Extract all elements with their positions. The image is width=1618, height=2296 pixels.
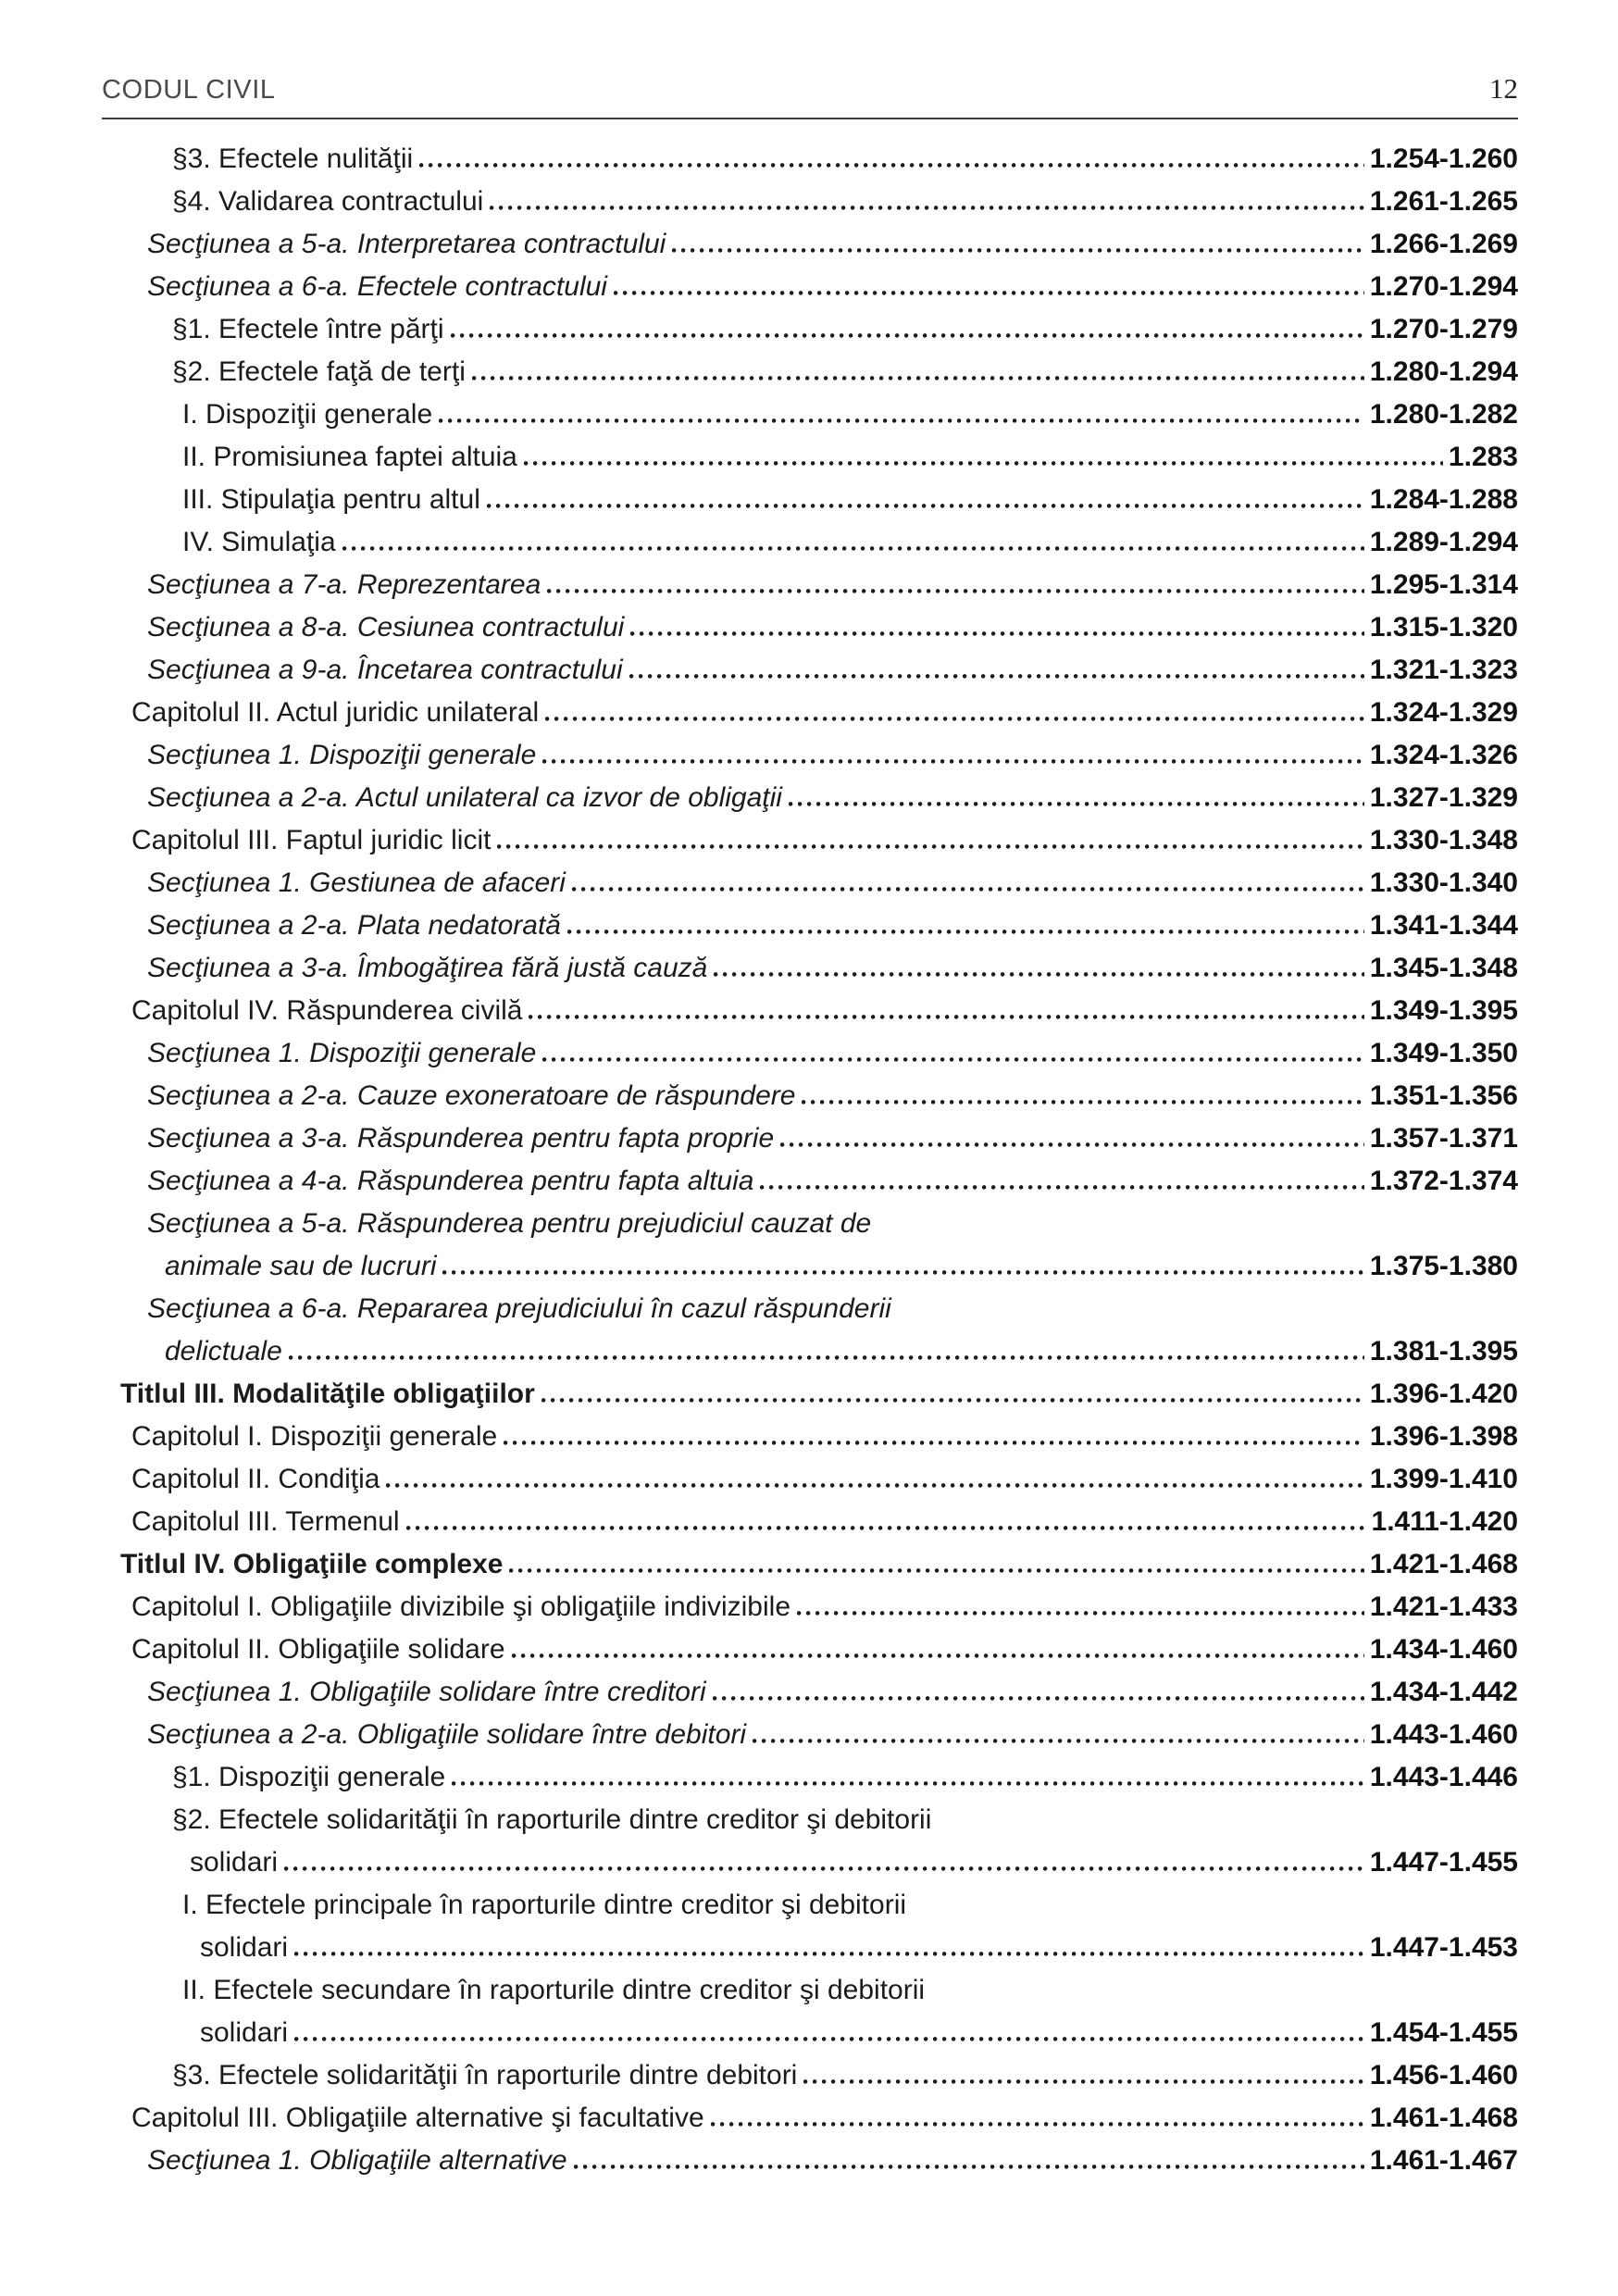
toc-entry-label: Titlul III. Modalităţile obligaţiilor (120, 1379, 535, 1409)
toc-entry (102, 1416, 1518, 1458)
toc-entry-line (147, 1714, 1518, 1756)
toc-entry-pages: 1.327-1.329 (1369, 782, 1518, 813)
dotted-leader (419, 163, 1364, 168)
toc-entry-line (131, 1416, 1518, 1458)
dotted-leader (567, 930, 1364, 934)
toc-entry-label: Secţiunea a 3-a. Răspunderea pentru fapta proprie (147, 1123, 775, 1154)
toc-entry-line (147, 777, 1518, 819)
toc-entry-pages: 1.357-1.371 (1369, 1123, 1518, 1154)
toc-entry-pages: 1.399-1.410 (1369, 1464, 1518, 1494)
toc-entry-label: Capitolul II. Actul juridic unilateral (131, 697, 540, 728)
dotted-leader (614, 291, 1364, 295)
toc-entry-pages: 1.411-1.420 (1371, 1506, 1518, 1537)
toc-entry-label: animale sau de lucruri (165, 1251, 437, 1281)
toc-entry (102, 1203, 1518, 1288)
toc-entry-label: III. Stipulaţia pentru altul (182, 484, 480, 515)
toc-entry-pages: 1.280-1.294 (1369, 356, 1518, 387)
toc-entry (102, 1160, 1518, 1203)
toc-entry (102, 947, 1518, 990)
dotted-leader (547, 589, 1364, 593)
toc-entry (102, 862, 1518, 905)
dotted-leader (497, 844, 1363, 849)
dotted-leader (672, 248, 1364, 253)
toc-entry (102, 436, 1518, 479)
page-number: 12 (1489, 72, 1518, 105)
toc-entry-label: Secţiunea a 6-a. Efectele contractului (147, 271, 607, 302)
toc-entry (102, 777, 1518, 819)
toc-entry-line (147, 1075, 1518, 1117)
toc-entry-label: Capitolul II. Obligaţiile solidare (131, 1634, 505, 1665)
toc-entry-label: Secţiunea 1. Dispoziţii generale (147, 740, 537, 770)
dotted-leader (504, 1441, 1364, 1445)
toc-entry-line (120, 1373, 1518, 1416)
toc-entry (102, 2054, 1518, 2097)
dotted-leader (509, 1568, 1363, 1573)
toc-entry-label: §3. Efectele solidarităţii în raporturile dintre debitori (172, 2060, 798, 2090)
toc-entry-pages: 1.341-1.344 (1369, 910, 1518, 941)
dotted-leader (541, 1398, 1364, 1403)
dotted-leader (490, 206, 1364, 210)
toc-entry-label: §1. Dispoziţii generale (172, 1762, 446, 1792)
toc-entry-line (131, 692, 1518, 734)
dotted-leader (542, 759, 1364, 764)
toc-entry-line (182, 2012, 1518, 2054)
toc-entry-line (182, 1927, 1518, 1969)
dotted-leader (545, 717, 1364, 721)
dotted-leader (294, 1952, 1364, 1956)
toc-entry (102, 1671, 1518, 1714)
toc-entry-pages: 1.351-1.356 (1369, 1080, 1518, 1111)
toc-entry-pages: 1.315-1.320 (1369, 612, 1518, 643)
toc-entry-line (182, 436, 1518, 479)
toc-entry (102, 1714, 1518, 1756)
toc-entry-label: §4. Validarea contractului (172, 186, 484, 217)
toc-entry-label: Secţiunea 1. Dispoziţii generale (147, 1038, 537, 1068)
dotted-leader (406, 1526, 1366, 1530)
toc-entry-label: solidari (200, 2017, 289, 2048)
toc-entry-pages: 1.349-1.395 (1369, 995, 1518, 1026)
toc-entry-label: delictuale (165, 1336, 282, 1366)
dotted-leader (342, 546, 1364, 551)
toc-entry-pages: 1.280-1.282 (1369, 399, 1518, 430)
dotted-leader (442, 1270, 1363, 1275)
dotted-leader (630, 631, 1364, 636)
toc-entry-label: Secţiunea 1. Obligaţiile alternative (147, 2145, 567, 2176)
dotted-leader (629, 674, 1364, 679)
toc-entry-pages: 1.461-1.468 (1369, 2103, 1518, 2133)
toc-entry-pages: 1.349-1.350 (1369, 1038, 1518, 1068)
toc-entry (102, 266, 1518, 308)
toc-entry-first-line: I. Efectele principale în raporturile dintre creditor şi debitorii (182, 1890, 907, 1920)
toc-entry-line (182, 521, 1518, 564)
toc-entry-line (172, 308, 1518, 351)
toc-entry-pages: 1.295-1.314 (1369, 569, 1518, 600)
toc-entry-label: §1. Efectele între părţi (172, 314, 444, 344)
toc-entry-line (131, 990, 1518, 1032)
toc-entry (102, 649, 1518, 692)
toc-entry-pages: 1.266-1.269 (1369, 229, 1518, 259)
toc-entry (102, 308, 1518, 351)
dotted-leader (803, 2079, 1364, 2084)
toc-entry (102, 990, 1518, 1032)
dotted-leader (439, 418, 1364, 423)
toc-entry-pages: 1.447-1.453 (1369, 1932, 1518, 1963)
dotted-leader (714, 972, 1363, 977)
toc-entry (102, 1969, 1518, 2054)
toc-entry-pages: 1.454-1.455 (1369, 2017, 1518, 2048)
toc-entry-label: I. Dispoziţii generale (182, 399, 433, 430)
toc-entry (102, 606, 1518, 649)
toc-entry-label: IV. Simulaţia (182, 527, 336, 557)
toc-entry-pages: 1.372-1.374 (1369, 1166, 1518, 1196)
toc-entry (102, 1628, 1518, 1671)
toc-entry (102, 564, 1518, 606)
toc-entry-line (147, 266, 1518, 308)
dotted-leader (524, 461, 1443, 466)
toc-entry-pages: 1.443-1.460 (1369, 1719, 1518, 1750)
toc-entry-label: Secţiunea a 5-a. Interpretarea contractului (147, 229, 666, 259)
toc-entry-line (131, 1458, 1518, 1501)
toc-entry (102, 734, 1518, 777)
toc-entry-pages: 1.261-1.265 (1369, 186, 1518, 217)
toc-entry (102, 138, 1518, 181)
toc-entry-line (172, 2054, 1518, 2097)
toc-entry-pages: 1.396-1.398 (1369, 1421, 1518, 1452)
toc-entry (102, 1501, 1518, 1543)
toc-entry-line (131, 819, 1518, 862)
toc-entry (102, 1586, 1518, 1628)
toc-entry-pages: 1.434-1.460 (1369, 1634, 1518, 1665)
dotted-leader (574, 2165, 1364, 2169)
page-header (102, 72, 1518, 119)
toc-entry-line (147, 1245, 1518, 1288)
dotted-leader (572, 887, 1364, 892)
toc-entry-line (131, 1501, 1518, 1543)
toc-entry (102, 393, 1518, 436)
dotted-leader (487, 504, 1364, 508)
toc-entry-label: solidari (200, 1932, 289, 1963)
toc-entry-line (147, 734, 1518, 777)
toc-entry-label: Secţiunea a 2-a. Actul unilateral ca izvor de obligaţii (147, 782, 782, 813)
toc-entry-line (147, 649, 1518, 692)
dotted-leader (289, 1355, 1364, 1360)
toc-entry-line (147, 905, 1518, 947)
toc-entry-label: Capitolul II. Condiţia (131, 1464, 380, 1494)
toc-entry-pages: 1.270-1.294 (1369, 271, 1518, 302)
dotted-leader (711, 2122, 1364, 2127)
toc-entry-first-line: §2. Efectele solidarităţii în raporturile dintre creditor şi debitorii (172, 1804, 932, 1835)
dotted-leader (451, 333, 1364, 338)
toc-entry (102, 1799, 1518, 1884)
toc-entry-label: Capitolul I. Obligaţiile divizibile şi obligaţiile indivizibile (131, 1591, 791, 1622)
toc-entry (102, 351, 1518, 393)
toc-entry-line (172, 138, 1518, 181)
toc-entry-first-line: Secţiunea a 5-a. Răspunderea pentru prejudiciul cauzat de (147, 1208, 872, 1239)
toc-entry-line (147, 862, 1518, 905)
toc-entry-line (172, 1756, 1518, 1799)
toc-entry-line (147, 564, 1518, 606)
toc-entry (102, 1756, 1518, 1799)
toc-entry-first-line: Secţiunea a 6-a. Repararea prejudiciului în cazul răspunderii (147, 1293, 891, 1324)
toc-entry-line (172, 351, 1518, 393)
dotted-leader (294, 2037, 1364, 2041)
toc-entry (102, 2140, 1518, 2182)
toc-entry (102, 479, 1518, 521)
toc-entry-pages: 1.254-1.260 (1369, 144, 1518, 174)
toc-entry (102, 1458, 1518, 1501)
toc-entry (102, 2097, 1518, 2140)
toc-entry-pages: 1.375-1.380 (1369, 1251, 1518, 1281)
toc-entry-line (172, 1841, 1518, 1884)
toc-entry-line (147, 1117, 1518, 1160)
toc-entry-label: II. Promisiunea faptei altuia (182, 442, 517, 472)
toc-entry-label: solidari (190, 1847, 279, 1878)
toc-entry-line (147, 1671, 1518, 1714)
toc-entry-pages: 1.381-1.395 (1369, 1336, 1518, 1366)
toc-entry-line (182, 393, 1518, 436)
dotted-leader (542, 1057, 1364, 1062)
toc-entry-pages: 1.289-1.294 (1369, 527, 1518, 557)
toc-entry (102, 181, 1518, 223)
toc-entry-label: Capitolul III. Termenul (131, 1506, 400, 1537)
toc-entry-pages: 1.421-1.433 (1369, 1591, 1518, 1622)
toc-entry-label: Secţiunea a 8-a. Cesiunea contractului (147, 612, 625, 643)
dotted-leader (753, 1739, 1364, 1743)
dotted-leader (802, 1100, 1363, 1104)
toc-entry (102, 1288, 1518, 1373)
toc-entry-pages: 1.321-1.323 (1369, 655, 1518, 685)
toc-entry-line (147, 2140, 1518, 2182)
toc-entry (102, 819, 1518, 862)
toc-entry-line (147, 1032, 1518, 1075)
toc-entry-pages: 1.447-1.455 (1369, 1847, 1518, 1878)
toc-entry-line (147, 223, 1518, 266)
toc-entry-pages: 1.330-1.348 (1369, 825, 1518, 855)
toc-entry-label: Capitolul I. Dispoziţii generale (131, 1421, 498, 1452)
toc-entry-label: Capitolul IV. Răspunderea civilă (131, 995, 523, 1026)
dotted-leader (529, 1015, 1363, 1019)
toc-entry-line (172, 181, 1518, 223)
toc-entry (102, 223, 1518, 266)
toc-entry-pages: 1.461-1.467 (1369, 2145, 1518, 2176)
toc-entry (102, 1884, 1518, 1969)
toc-entry (102, 1373, 1518, 1416)
toc-entry-label: Secţiunea a 7-a. Reprezentarea (147, 569, 541, 600)
dotted-leader (472, 376, 1364, 381)
toc-entry-line (131, 1586, 1518, 1628)
toc-entry-pages: 1.324-1.326 (1369, 740, 1518, 770)
dotted-leader (789, 802, 1364, 806)
toc-entry (102, 1117, 1518, 1160)
dotted-leader (780, 1142, 1364, 1147)
toc-entry-label: Secţiunea a 4-a. Răspunderea pentru fapta altuia (147, 1166, 754, 1196)
dotted-leader (512, 1653, 1364, 1658)
dotted-leader (386, 1483, 1363, 1488)
dotted-leader (713, 1696, 1364, 1701)
toc-entry-label: Secţiunea a 3-a. Îmbogăţirea fără justă cauză (147, 953, 708, 983)
toc-entry-label: Secţiunea a 2-a. Plata nedatorată (147, 910, 561, 941)
toc-entry-label: Capitolul III. Faptul juridic licit (131, 825, 492, 855)
toc-entry (102, 1032, 1518, 1075)
toc-entry-label: Titlul IV. Obligaţiile complexe (120, 1549, 504, 1579)
toc-entry-pages: 1.345-1.348 (1369, 953, 1518, 983)
toc-entry-label: Secţiunea 1. Obligaţiile solidare între creditori (147, 1677, 706, 1707)
toc-entry-pages: 1.324-1.329 (1369, 697, 1518, 728)
running-header-title: CODUL CIVIL (102, 75, 276, 105)
toc-entry-line (120, 1543, 1518, 1586)
toc-entry-label: Secţiunea a 2-a. Obligaţiile solidare între debitori (147, 1719, 747, 1750)
toc-entry (102, 1543, 1518, 1586)
toc-entry-label: Secţiunea a 9-a. Încetarea contractului (147, 655, 623, 685)
dotted-leader (760, 1185, 1363, 1190)
toc-entry (102, 692, 1518, 734)
dotted-leader (797, 1611, 1364, 1616)
toc-entry-pages: 1.330-1.340 (1369, 867, 1518, 898)
toc-entry (102, 521, 1518, 564)
toc-entry-line (131, 2097, 1518, 2140)
toc-entry-pages: 1.443-1.446 (1369, 1762, 1518, 1792)
dotted-leader (284, 1866, 1364, 1871)
toc-entry-label: Secţiunea 1. Gestiunea de afaceri (147, 867, 566, 898)
toc-list (102, 138, 1518, 2182)
toc-entry-pages: 1.284-1.288 (1369, 484, 1518, 515)
toc-entry-pages: 1.421-1.468 (1369, 1549, 1518, 1579)
toc-entry-line (147, 606, 1518, 649)
toc-entry-label: Secţiunea a 2-a. Cauze exoneratoare de răspundere (147, 1080, 796, 1111)
toc-entry-line (147, 947, 1518, 990)
toc-entry-line (182, 479, 1518, 521)
toc-entry-line (147, 1160, 1518, 1203)
dotted-leader (452, 1781, 1364, 1786)
toc-entry-label: §3. Efectele nulităţii (172, 144, 414, 174)
toc-entry (102, 905, 1518, 947)
toc-entry-line (131, 1628, 1518, 1671)
toc-entry-line (147, 1330, 1518, 1373)
toc-entry-pages: 1.434-1.442 (1369, 1677, 1518, 1707)
toc-entry-pages: 1.396-1.420 (1369, 1379, 1518, 1409)
toc-entry-pages: 1.283 (1448, 442, 1518, 472)
toc-entry-label: §2. Efectele faţă de terţi (172, 356, 466, 387)
toc-entry-label: Capitolul III. Obligaţiile alternative şi facultative (131, 2103, 704, 2133)
toc-entry-pages: 1.270-1.279 (1369, 314, 1518, 344)
toc-entry-pages: 1.456-1.460 (1369, 2060, 1518, 2090)
toc-entry-first-line: II. Efectele secundare în raporturile dintre creditor şi debitorii (182, 1975, 926, 2005)
toc-entry (102, 1075, 1518, 1117)
